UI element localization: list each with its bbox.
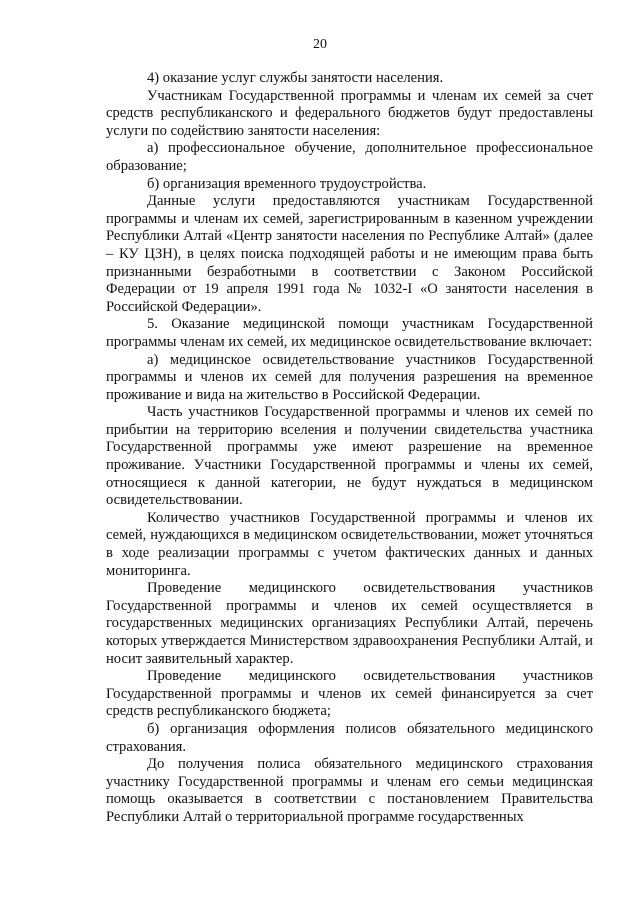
paragraph: Количество участников Государственной программы и членов их семей, нуждающихся в медицинском освидетельствовании, может уточняться в ходе реализации программы с учетом фактических данных и данных мониторинга. bbox=[106, 509, 593, 579]
document-body bbox=[106, 70, 593, 827]
paragraph: 5. Оказание медицинской помощи участникам Государственной программы членам их семей, их медицинское освидетельствование включает: bbox=[106, 316, 593, 350]
paragraph: Проведение медицинского освидетельствования участников Государственной программы и членов их семей осуществляется в государственных медицинских организациях Республики Алтай, перечень которых утверждается Министерством здравоохранения Республики Алтай, и носит заявительный характер. bbox=[106, 580, 593, 667]
paragraph: Данные услуги предоставляются участникам Государственной программы и членам их семей, зарегистрированным в казенном учреждении Республики Алтай «Центр занятости населения по Республике Алтай» (далее – КУ ЦЗН), в целях поиска подходящей работы и не имеющим права быть признанными безработными в соответствии с Законом Российской Федерации от 19 апреля 1991 года № 1032-I «О занятости населения в Российской Федерации». bbox=[106, 193, 593, 315]
paragraph: Часть участников Государственной программы и членов их семей по прибытии на территорию вселения и получении свидетельства участника Государственной программы уже имеют разрешение на временное проживание. Участники Государственной программы и члены их семей, относящиеся к данной категории, не будут нуждаться в медицинском освидетельствовании. bbox=[106, 404, 593, 509]
paragraph: а) профессиональное обучение, дополнительное профессиональное образование; bbox=[106, 140, 593, 174]
paragraph: б) организация оформления полисов обязательного медицинского страхования. bbox=[106, 720, 593, 755]
paragraph: Проведение медицинского освидетельствования участников Государственной программы и членов их семей финансируется за счет средств республиканского бюджета; bbox=[106, 668, 593, 720]
paragraph: Участникам Государственной программы и членам их семей за счет средств республиканского и федерального бюджетов будут предоставлены услуги по содействию занятости населения: bbox=[106, 87, 593, 139]
paragraph: а) медицинское освидетельствование участников Государственной программы и членов их семей для получения разрешения на временное проживание и вида на жительство в Российской Федерации. bbox=[106, 351, 593, 403]
paragraph: б) организация временного трудоустройства. bbox=[147, 175, 427, 192]
page-number: 20 bbox=[313, 37, 327, 52]
paragraph: До получения полиса обязательного медицинского страхования участнику Государственной программы и членам его семьи медицинская помощь оказывается в соответствии с постановлением Правительства Республики Алтай о территориальной программе государственных bbox=[106, 756, 593, 825]
paragraph: 4) оказание услуг службы занятости населения. bbox=[147, 70, 444, 86]
